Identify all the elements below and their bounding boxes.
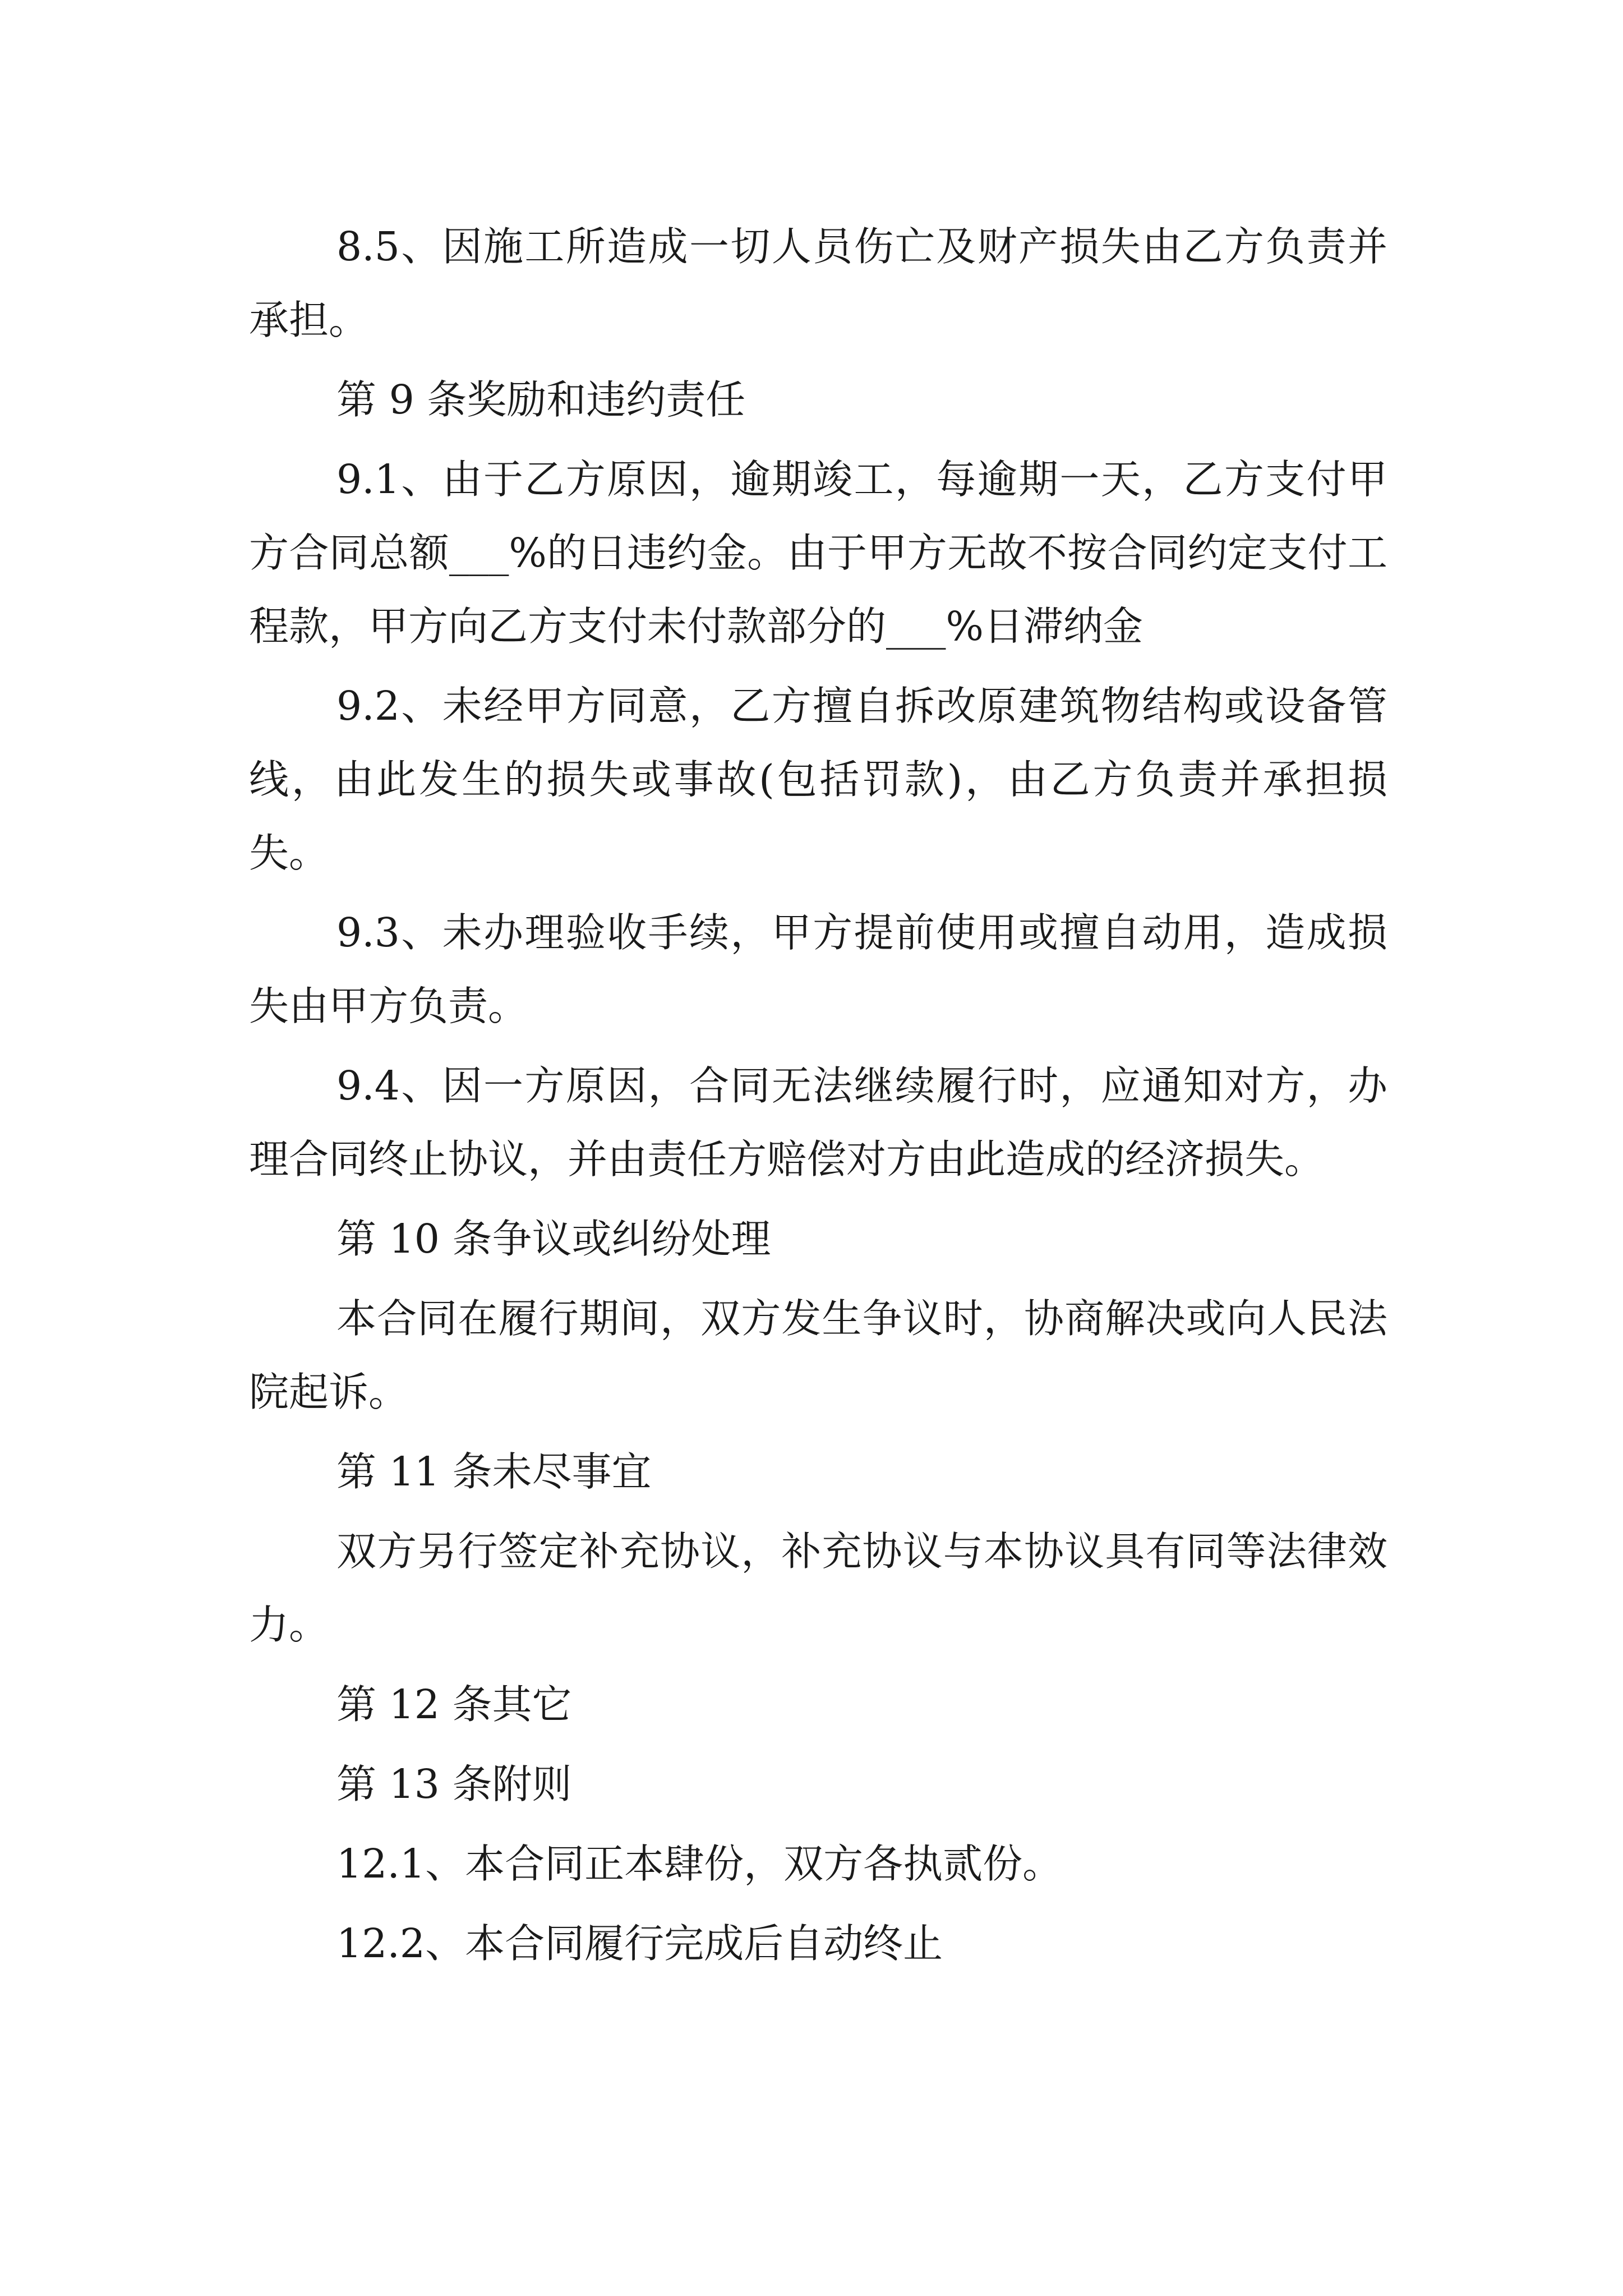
article-13-heading: 第 13 条附则 [336,1761,572,1807]
article-11-heading: 第 11 条未尽事宜 [336,1448,652,1495]
clause-9-3: 9.3、未办理验收手续，甲方提前使用或擅自动用，造成损失由甲方负责。 [249,909,1387,1029]
clause-12-2: 12.2、本合同履行完成后自动终止 [336,1920,943,1967]
clause-9-2: 9.2、未经甲方同意，乙方擅自拆改原建筑物结构或设备管线，由此发生的损失或事故(包括罚款)，由乙方负责并承担损失。 [249,683,1387,876]
clause-12-1: 12.1、本合同正本肆份，双方各执贰份。 [336,1841,1063,1887]
article-11-text: 双方另行签定补充协议，补充协议与本协议具有同等法律效力。 [249,1528,1387,1648]
clause-9-1: 9.1、由于乙方原因，逾期竣工，每逾期一天，乙方支付甲方合同总额___%的日违约金。由于甲方无故不按合同约定支付工程款，甲方向乙方支付未付款部分的___%日滞纳金 [249,456,1387,650]
article-10-text: 本合同在履行期间，双方发生争议时，协商解决或向人民法院起诉。 [249,1295,1387,1415]
article-9-heading: 第 9 条奖励和违约责任 [336,376,746,423]
clause-8-5: 8.5、因施工所造成一切人员伤亡及财产损失由乙方负责并承担。 [249,223,1387,343]
article-10-heading: 第 10 条争议或纠纷处理 [336,1216,771,1262]
clause-9-4: 9.4、因一方原因，合同无法继续履行时，应通知对方，办理合同终止协议，并由责任方赔偿对方由此造成的经济损失。 [249,1062,1387,1182]
article-12-heading: 第 12 条其它 [336,1681,572,1728]
document-body [249,210,1387,1986]
